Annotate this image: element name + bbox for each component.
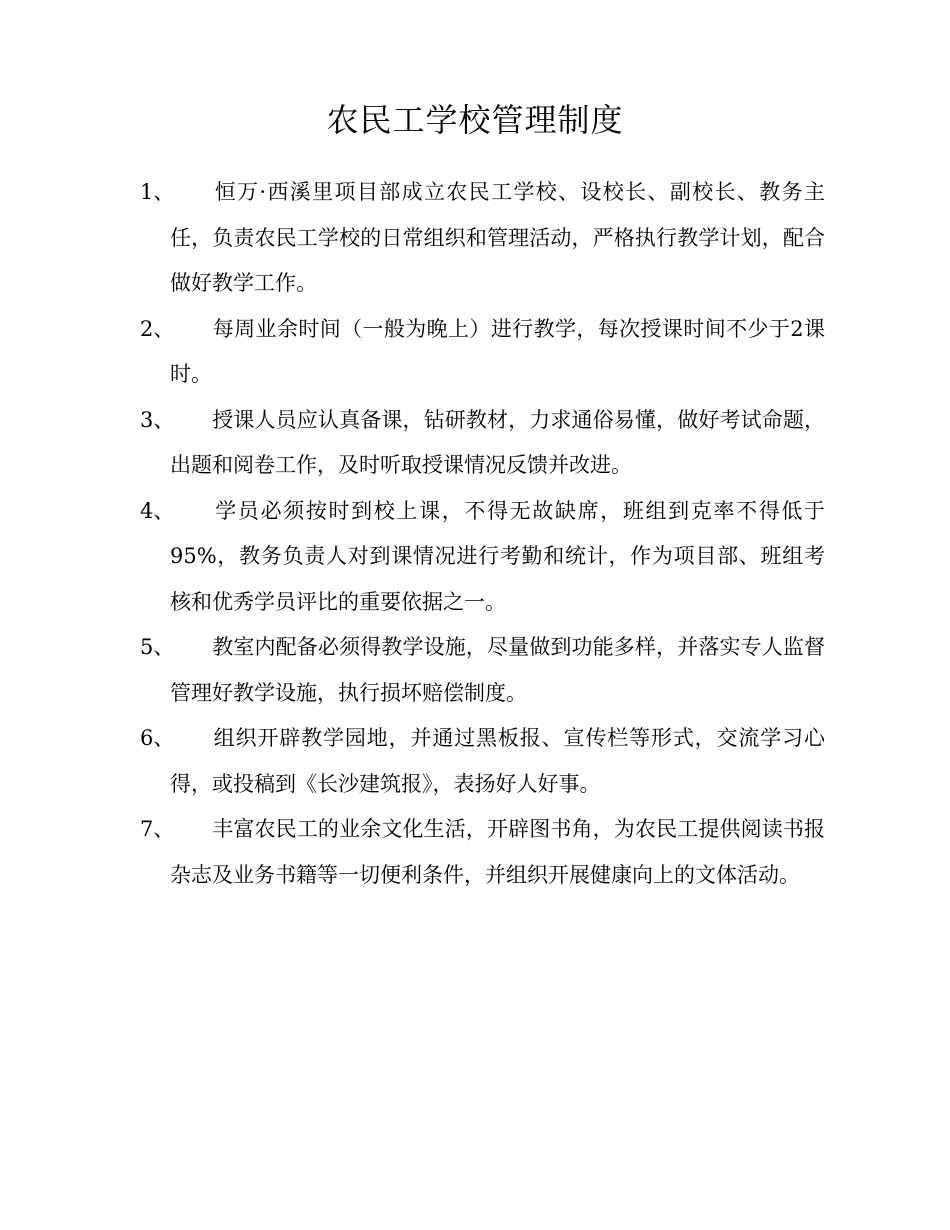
item-number: 2、 bbox=[140, 316, 175, 341]
regulation-item-4 bbox=[140, 489, 825, 626]
item-text: 组织开辟教学园地，并通过黑板报、宣传栏等形式，交流学习心得，或投稿到《长沙建筑报》，表扬好人好事。 bbox=[170, 726, 825, 796]
item-text: 每周业余时间（一般为晚上）进行教学，每次授课时间不少于2课时。 bbox=[170, 316, 825, 386]
regulation-item-5 bbox=[140, 625, 825, 716]
item-text: 教室内配备必须得教学设施，尽量做到功能多样，并落实专人监督管理好教学设施，执行损坏赔偿制度。 bbox=[170, 635, 825, 705]
regulation-item-3 bbox=[140, 398, 825, 489]
regulation-item-2 bbox=[140, 307, 825, 398]
regulation-item-6 bbox=[140, 716, 825, 807]
regulation-list bbox=[140, 170, 825, 898]
item-number: 7、 bbox=[140, 817, 175, 841]
item-number: 3、 bbox=[140, 407, 175, 432]
item-number: 4、 bbox=[140, 498, 175, 523]
item-text: 授课人员应认真备课，钻研教材，力求通俗易懂，做好考试命题，出题和阅卷工作，及时听取授课情况反馈并改进。 bbox=[170, 407, 825, 477]
regulation-item-7 bbox=[140, 807, 825, 898]
item-text: 学员必须按时到校上课，不得无故缺席，班组到克率不得低于95%，教务负责人对到课情况进行考勤和统计，作为项目部、班组考核和优秀学员评比的重要依据之一。 bbox=[170, 498, 825, 614]
item-text: 恒万·西溪里项目部成立农民工学校、设校长、副校长、教务主任，负责农民工学校的日常组织和管理活动，严格执行教学计划，配合做好教学工作。 bbox=[170, 180, 825, 295]
item-number: 5、 bbox=[140, 635, 175, 659]
item-text: 丰富农民工的业余文化生活，开辟图书角，为农民工提供阅读书报杂志及业务书籍等一切便利条件，并组织开展健康向上的文体活动。 bbox=[170, 817, 825, 887]
regulation-item-1 bbox=[140, 170, 825, 307]
document-title: 农民工学校管理制度 bbox=[326, 101, 624, 139]
item-number: 6、 bbox=[140, 726, 175, 750]
item-number: 1、 bbox=[140, 180, 175, 204]
